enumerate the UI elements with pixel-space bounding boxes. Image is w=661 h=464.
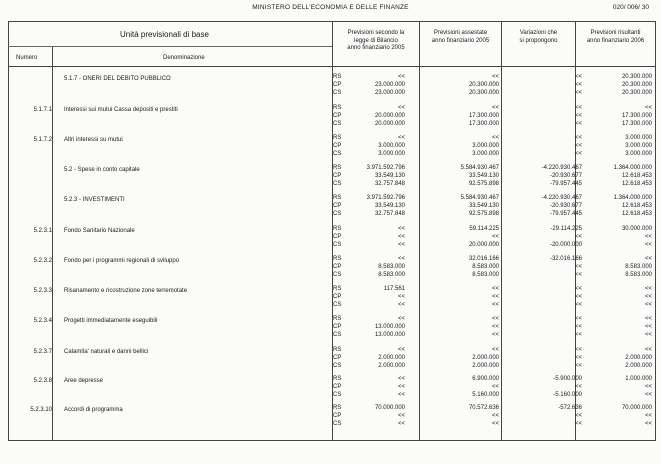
row-code: CS — [333, 181, 342, 187]
value-cell: -572.636 — [558, 405, 582, 411]
numero-header: Numero — [16, 55, 38, 61]
value-cell: 8.583.000 — [378, 264, 405, 270]
value-cell: 20.300.000 — [468, 82, 499, 88]
value-cell: << — [644, 421, 652, 427]
value-cell: << — [397, 105, 405, 111]
value-cell: 8.583.000 — [378, 272, 405, 278]
row-number: 5.2.3.8 — [33, 378, 52, 384]
value-cell: -20.000.000 — [549, 242, 582, 248]
value-cell: 3.971.592.796 — [366, 195, 405, 201]
value-cell: << — [574, 82, 582, 88]
value-cell: 3.000.000 — [378, 151, 405, 157]
value-cell: 2.000.000 — [472, 363, 499, 369]
row-line-cs — [333, 331, 652, 339]
value-cell: << — [644, 347, 652, 353]
value-cell: << — [574, 264, 582, 270]
value-cell: 30.000.000 — [621, 226, 652, 232]
value-cell: 32.757.848 — [374, 181, 405, 187]
row-description: Interessi sui mutui Cassa depositi e prestiti — [64, 107, 178, 113]
value-cell: 70.572.636 — [468, 405, 499, 411]
value-cell: 13.000.000 — [374, 324, 405, 330]
row-description: Progetti immediatamente eseguibili — [64, 318, 158, 324]
value-cell: 17.300.000 — [621, 113, 652, 119]
row-code: CS — [333, 302, 342, 308]
value-cell: << — [644, 392, 652, 398]
value-cell: 3.971.592.796 — [366, 165, 405, 171]
row-number: 5.2.3.1 — [33, 228, 52, 234]
row-code: CP — [333, 355, 342, 361]
value-cell: 12.618.453 — [621, 173, 652, 179]
value-cell: << — [574, 316, 582, 322]
row-description: 5.1.7 - ONERI DEL DEBITO PUBBLICO — [64, 76, 171, 82]
value-cell: << — [644, 384, 652, 390]
row-code: RS — [333, 256, 342, 262]
row-description: Fondo per i programmi regionali di sviluppo — [64, 258, 180, 264]
value-cell: << — [574, 384, 582, 390]
value-cell: << — [574, 332, 582, 338]
unita-header: Unità previsionali di base — [120, 30, 209, 39]
row-line-cp — [333, 142, 652, 150]
value-cell: << — [491, 74, 499, 80]
value-cell: << — [644, 256, 652, 262]
value-cell: << — [574, 272, 582, 278]
value-cell: 92.575.898 — [468, 211, 499, 217]
row-code: RS — [333, 226, 342, 232]
value-cell: << — [574, 421, 582, 427]
value-cell: << — [574, 74, 582, 80]
row-line-cs — [333, 89, 652, 97]
value-cell: 20.300.000 — [621, 74, 652, 80]
value-cell: << — [491, 324, 499, 330]
value-cell: << — [397, 294, 405, 300]
row-line-cp — [333, 323, 652, 331]
row-line-rs — [333, 134, 652, 142]
row-code: RS — [333, 165, 342, 171]
row-code: CS — [333, 121, 342, 127]
table-row — [8, 225, 656, 253]
value-cell: -5.160.000 — [553, 392, 582, 398]
value-cell: << — [397, 413, 405, 419]
row-line-cs — [333, 210, 652, 218]
value-cell: << — [397, 316, 405, 322]
row-line-cs — [333, 150, 652, 158]
value-cell: 33.549.130 — [374, 203, 405, 209]
row-line-cs — [333, 180, 652, 188]
value-cell: << — [644, 302, 652, 308]
value-cell: << — [644, 413, 652, 419]
value-cell: 2.000.000 — [625, 355, 652, 361]
ministry-title: MINISTERO DELL'ECONOMIA E DELLE FINANZE — [252, 4, 409, 11]
value-cell: << — [491, 347, 499, 353]
value-cell: 13.000.000 — [374, 332, 405, 338]
value-cell: 8.583.000 — [625, 272, 652, 278]
value-cell: << — [644, 286, 652, 292]
row-line-cp — [333, 412, 652, 420]
rule-sub-header — [8, 46, 332, 47]
value-cell: << — [644, 294, 652, 300]
value-cell: 59.114.225 — [469, 226, 499, 232]
row-number: 5.2.3.4 — [33, 318, 52, 324]
value-cell: << — [397, 384, 405, 390]
value-cell: << — [491, 135, 499, 141]
value-cell: << — [574, 347, 582, 353]
table-row — [8, 194, 656, 222]
value-cell: -32.016.166 — [549, 256, 582, 262]
value-cell: 8.583.000 — [625, 264, 652, 270]
row-code: CP — [333, 324, 342, 330]
table-row — [8, 404, 656, 432]
row-description: 5.2 - Spese in conto capitale — [64, 167, 140, 173]
col3-header: Variazioni che si propongono — [519, 30, 558, 44]
row-line-cp — [333, 263, 652, 271]
row-code: CP — [333, 384, 342, 390]
row-number: 5.1.7.1 — [33, 107, 52, 113]
row-line-rs — [333, 73, 652, 81]
row-code: CS — [333, 421, 342, 427]
value-cell: 70.000.000 — [621, 405, 652, 411]
value-cell: << — [491, 384, 499, 390]
value-cell: -20.930.677 — [549, 173, 582, 179]
value-cell: 1.364.000.000 — [613, 195, 652, 201]
row-number: 5.2.3.10 — [30, 407, 52, 413]
col1-header: Previsioni secondo la legge di Bilancio anno finanziario 2005 — [347, 30, 405, 51]
value-cell: 33.549.130 — [468, 203, 499, 209]
row-number: 5.1.7.2 — [33, 137, 52, 143]
row-line-cp — [333, 112, 652, 120]
col4-header: Previsioni risultanti anno finanziario 2006 — [586, 30, 645, 44]
value-cell: << — [397, 226, 405, 232]
row-line-rs — [333, 164, 652, 172]
row-number: 5.2.3.3 — [33, 288, 52, 294]
value-cell: << — [574, 324, 582, 330]
value-cell: 20.300.000 — [621, 82, 652, 88]
row-line-cs — [333, 391, 652, 399]
value-cell: 3.000.000 — [625, 143, 652, 149]
value-cell: << — [491, 302, 499, 308]
value-cell: 70.000.000 — [374, 405, 405, 411]
row-code: RS — [333, 105, 342, 111]
row-code: CP — [333, 264, 342, 270]
table-row — [8, 134, 656, 162]
value-cell: << — [491, 234, 499, 240]
value-cell: << — [397, 302, 405, 308]
row-code: CS — [333, 151, 342, 157]
value-cell: << — [574, 413, 582, 419]
rule-header-bottom — [8, 66, 656, 67]
row-code: CP — [333, 294, 342, 300]
value-cell: 3.000.000 — [625, 151, 652, 157]
value-cell: -5.900.000 — [553, 376, 582, 382]
row-code: RS — [333, 135, 342, 141]
value-cell: << — [397, 242, 405, 248]
value-cell: 5.584.930.467 — [460, 195, 499, 201]
row-line-cp — [333, 233, 652, 241]
page-reference: 020/ 006/ 30 — [612, 4, 649, 11]
row-code: CS — [333, 332, 342, 338]
table-row — [8, 375, 656, 403]
value-cell: << — [397, 234, 405, 240]
value-cell: 2.000.000 — [472, 355, 499, 361]
value-cell: << — [397, 392, 405, 398]
value-cell: << — [644, 332, 652, 338]
value-cell: << — [574, 135, 582, 141]
row-code: RS — [333, 286, 342, 292]
value-cell: << — [644, 105, 652, 111]
row-description: Calamita' naturali e danni bellici — [64, 349, 149, 355]
row-line-rs — [333, 225, 652, 233]
value-cell: 5.584.930.467 — [460, 165, 499, 171]
value-cell: << — [397, 347, 405, 353]
row-line-rs — [333, 375, 652, 383]
row-line-cp — [333, 81, 652, 89]
value-cell: << — [397, 256, 405, 262]
value-cell: 17.300.000 — [468, 113, 499, 119]
value-cell: << — [491, 286, 499, 292]
value-cell: -4.220.930.467 — [541, 195, 582, 201]
row-number: 5.2.3.2 — [33, 258, 52, 264]
value-cell: << — [574, 234, 582, 240]
row-description: 5.2.3 - INVESTIMENTI — [64, 197, 125, 203]
value-cell: 20.300.000 — [468, 90, 499, 96]
row-description: Fondo Sanitario Nazionale — [64, 228, 135, 234]
row-line-cp — [333, 383, 652, 391]
row-description: Aree depresse — [64, 378, 104, 384]
value-cell: 20.300.000 — [621, 90, 652, 96]
row-line-cp — [333, 172, 652, 180]
value-cell: 17.300.000 — [468, 121, 499, 127]
row-code: CP — [333, 234, 342, 240]
row-code: RS — [333, 405, 342, 411]
value-cell: 5.160.000 — [472, 392, 499, 398]
value-cell: 23.000.000 — [374, 90, 405, 96]
value-cell: 12.618.453 — [621, 181, 652, 187]
row-code: RS — [333, 347, 342, 353]
value-cell: -4.220.930.467 — [541, 165, 582, 171]
row-code: CP — [333, 82, 342, 88]
value-cell: << — [574, 294, 582, 300]
value-cell: 2.000.000 — [378, 355, 405, 361]
value-cell: 32.757.848 — [374, 211, 405, 217]
value-cell: << — [491, 105, 499, 111]
row-code: CS — [333, 392, 342, 398]
row-line-rs — [333, 404, 652, 412]
table-row — [8, 315, 656, 343]
row-code: CP — [333, 413, 342, 419]
value-cell: << — [644, 242, 652, 248]
row-code: CS — [333, 272, 342, 278]
value-cell: -20.930.677 — [549, 203, 582, 209]
value-cell: 33.549.130 — [374, 173, 405, 179]
value-cell: << — [574, 113, 582, 119]
value-cell: << — [574, 105, 582, 111]
value-cell: << — [574, 151, 582, 157]
value-cell: 20.000.000 — [374, 113, 405, 119]
table-row — [8, 104, 656, 132]
value-cell: << — [574, 121, 582, 127]
value-cell: << — [397, 376, 405, 382]
value-cell: -79.957.445 — [549, 181, 582, 187]
row-line-rs — [333, 315, 652, 323]
value-cell: << — [491, 421, 499, 427]
value-cell: << — [574, 355, 582, 361]
value-cell: 8.583.000 — [472, 272, 499, 278]
value-cell: << — [574, 286, 582, 292]
row-code: CP — [333, 173, 342, 179]
value-cell: 33.549.130 — [468, 173, 499, 179]
value-cell: 3.000.000 — [472, 151, 499, 157]
row-line-cp — [333, 202, 652, 210]
value-cell: << — [397, 74, 405, 80]
row-description: Altri interessi su mutui — [64, 137, 123, 143]
row-code: RS — [333, 195, 342, 201]
value-cell: 92.575.898 — [468, 181, 499, 187]
value-cell: 32.016.166 — [468, 256, 499, 262]
row-line-cs — [333, 271, 652, 279]
value-cell: << — [574, 363, 582, 369]
row-line-cs — [333, 241, 652, 249]
value-cell: << — [397, 421, 405, 427]
value-cell: -79.957.445 — [549, 211, 582, 217]
row-line-cs — [333, 301, 652, 309]
denominazione-header: Denominazione — [163, 55, 205, 61]
value-cell: << — [574, 90, 582, 96]
value-cell: -29.114.225 — [550, 226, 582, 232]
row-line-cp — [333, 293, 652, 301]
row-description: Risanamento e ricostruzione zone terremotate — [64, 288, 188, 294]
value-cell: 12.618.453 — [621, 203, 652, 209]
value-cell: << — [574, 302, 582, 308]
table-row — [8, 73, 656, 101]
value-cell: 117.561 — [383, 286, 405, 292]
value-cell: 3.000.000 — [472, 143, 499, 149]
value-cell: << — [491, 294, 499, 300]
value-cell: << — [491, 332, 499, 338]
table-row — [8, 255, 656, 283]
value-cell: << — [491, 316, 499, 322]
value-cell: << — [491, 413, 499, 419]
row-number: 5.2.3.7 — [33, 349, 52, 355]
row-code: CS — [333, 242, 342, 248]
value-cell: 2.000.000 — [625, 363, 652, 369]
table-row — [8, 346, 656, 374]
value-cell: 2.000.000 — [378, 363, 405, 369]
row-code: CS — [333, 363, 342, 369]
value-cell: 1.000.000 — [625, 376, 652, 382]
row-line-cp — [333, 354, 652, 362]
row-code: CS — [333, 211, 342, 217]
row-code: CP — [333, 113, 342, 119]
value-cell: 23.000.000 — [374, 82, 405, 88]
row-description: Accordi di programma — [64, 407, 123, 413]
table-row — [8, 164, 656, 192]
value-cell: << — [397, 135, 405, 141]
row-code: CS — [333, 90, 342, 96]
table-row — [8, 285, 656, 313]
value-cell: << — [574, 143, 582, 149]
row-line-cs — [333, 362, 652, 370]
value-cell: 3.000.000 — [378, 143, 405, 149]
value-cell: 6.900.000 — [472, 376, 499, 382]
value-cell: 20.000.000 — [468, 242, 499, 248]
row-code: RS — [333, 376, 342, 382]
row-code: CP — [333, 143, 342, 149]
value-cell: 20.000.000 — [374, 121, 405, 127]
value-cell: 8.583.000 — [472, 264, 499, 270]
row-code: RS — [333, 74, 342, 80]
col2-header: Previsioni assestate anno finanziario 2005 — [431, 30, 490, 44]
row-line-rs — [333, 285, 652, 293]
row-code: CP — [333, 203, 342, 209]
row-line-rs — [333, 104, 652, 112]
value-cell: 12.618.453 — [621, 211, 652, 217]
row-line-rs — [333, 346, 652, 354]
value-cell: 17.300.000 — [621, 121, 652, 127]
row-code: RS — [333, 316, 342, 322]
value-cell: 3.000.000 — [625, 135, 652, 141]
row-line-rs — [333, 194, 652, 202]
row-line-rs — [333, 255, 652, 263]
row-line-cs — [333, 420, 652, 428]
value-cell: << — [644, 316, 652, 322]
value-cell: << — [644, 234, 652, 240]
row-line-cs — [333, 120, 652, 128]
value-cell: << — [644, 324, 652, 330]
value-cell: 1.364.000.000 — [613, 165, 652, 171]
